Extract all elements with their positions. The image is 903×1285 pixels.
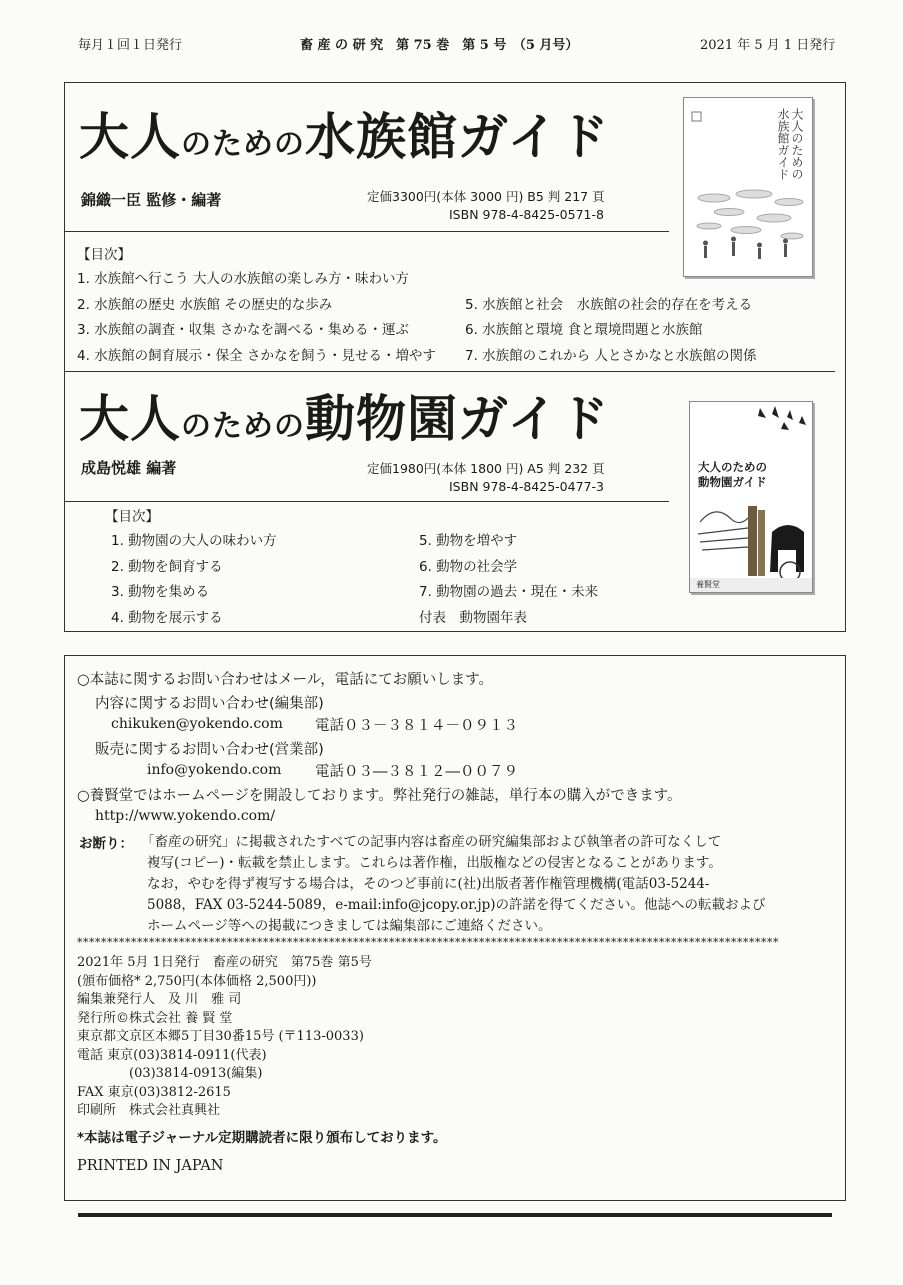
header-center: 畜 産 の 研 究 第 75 巻 第 5 号 （5 月号） [300, 38, 579, 53]
book2-author: 成島悦雄 編著 [81, 459, 177, 477]
toc-item: 2. 動物を飼育する [111, 558, 223, 575]
book2-title [79, 379, 610, 451]
pub-line: 印刷所 株式会社真興社 [77, 1103, 221, 1118]
publication-info [77, 954, 372, 1121]
toc-item: 7. 水族館のこれから 人とさかなと水族館の関係 [465, 347, 757, 364]
sales-tel: 電話０３―３８１２―００７９ [315, 764, 518, 780]
toc-item: 1. 動物園の大人の味わい方 [111, 533, 277, 549]
book1-isbn: ISBN 978-4-8425-0571-8 [449, 207, 604, 222]
book2-price: 定価1980円(本体 1800 円) A5 判 232 頁 [367, 461, 605, 476]
toc-item: 付表 動物園年表 [419, 609, 527, 626]
toc-item: 5. 水族館と社会 水族館の社会的存在を考える [465, 296, 753, 313]
book1-toc-right [465, 293, 756, 370]
sales-email: info@yokendo.com [147, 762, 282, 778]
toc-item: 1. 水族館へ行こう 大人の水族館の楽しみ方・味わい方 [77, 271, 409, 287]
book2-cover-image [689, 401, 813, 593]
footer-rule [78, 1213, 832, 1217]
toc-item: 4. 水族館の飼育展示・保全 さかなを飼う・見せる・増やす [77, 347, 436, 364]
book2-toc-heading: 【目次】 [105, 509, 159, 525]
edit-tel: 電話０３－３８１４－０９１３ [315, 718, 518, 734]
edit-email: chikuken@yokendo.com [111, 716, 283, 732]
pub-line: FAX 東京(03)3812-2615 [77, 1084, 231, 1100]
subscriber-note: *本誌は電子ジャーナル定期購読者に限り頒布しております。 [77, 1130, 447, 1146]
book2-title-c: 動物園ガイド [305, 390, 610, 448]
notice-line: 5088，FAX 03-5244-5089，e-mail:info@jcopy.or.jp)の許諾を得てください。他誌への転載および [147, 897, 766, 913]
notice-line: なお，やむを得ず複写する場合は，そのつど事前に(社)出版者著作権管理機構(電話03-5244- [147, 876, 710, 892]
edit-contact-label: 内容に関するお問い合わせ(編集部) [95, 696, 324, 712]
cover-line2: 動物園ガイド [698, 475, 767, 489]
book2-divider [65, 501, 669, 502]
pub-line: 2021年 5月 1日発行 畜産の研究 第75巻 第5号 [77, 955, 372, 970]
toc-item: 4. 動物を展示する [111, 609, 223, 626]
book2-cover-publisher: 養賢堂 [696, 580, 720, 589]
book1-title [79, 97, 610, 169]
book1-toc-heading: 【目次】 [77, 247, 131, 263]
book1-title-a: 大人 [79, 108, 181, 166]
notice-line: ホームページ等への掲載につきましては編集部にご連絡ください。 [147, 918, 552, 934]
pub-line: 東京都文京区本郷5丁目30番15号 (〒113-0033) [77, 1029, 364, 1044]
book2-title-b: のための [181, 409, 305, 444]
cover-line1: 大人のための [698, 460, 767, 474]
book2-isbn: ISBN 978-4-8425-0477-3 [449, 479, 604, 494]
book1-divider [65, 231, 669, 232]
pub-line: 電話 東京(03)3814-0911(代表) [77, 1047, 267, 1063]
book1-title-b: のための [181, 127, 305, 162]
book1-price: 定価3300円(本体 3000 円) B5 判 217 頁 [367, 189, 605, 204]
book1-cover-image [683, 97, 813, 277]
toc-item: 2. 水族館の歴史 水族館 その歴史的な歩み [77, 296, 333, 313]
book1-toc-left [77, 267, 436, 369]
printed-in-japan: PRINTED IN JAPAN [77, 1158, 224, 1174]
star-separator: ********************************************************************************************************************* [77, 936, 779, 949]
pub-line: 編集兼発行人 及 川 雅 司 [77, 992, 242, 1007]
notice-line: 複写(コピー)・転載を禁止します。これらは著作権，出版権などの侵害となることがあります。 [147, 855, 722, 871]
homepage-line: ○養賢堂ではホームページを開設しております。弊社発行の雑誌，単行本の購入ができます。 [77, 788, 682, 804]
pub-line: (03)3814-0913(編集) [77, 1066, 263, 1081]
book2-cover-title [698, 460, 767, 490]
book2-title-a: 大人 [79, 390, 181, 448]
pub-line: 発行所©株式会社 養 賢 堂 [77, 1010, 233, 1026]
colophon-box [64, 655, 846, 1201]
book2-toc-right [419, 529, 598, 631]
toc-item: 6. 水族館と環境 食と環境問題と水族館 [465, 322, 703, 338]
notice-label: お断り： [79, 836, 133, 852]
book-ads-box [64, 82, 846, 632]
animals-illustration [690, 402, 812, 592]
toc-item: 5. 動物を増やす [419, 533, 518, 549]
book1-title-c: 水族館ガイド [305, 108, 610, 166]
contact-intro: ○本誌に関するお問い合わせはメール，電話にてお願いします。 [77, 672, 494, 688]
toc-item: 7. 動物園の過去・現在・未来 [419, 584, 599, 600]
notice-line: 「畜産の研究」に掲載されたすべての記事内容は畜産の研究編集部および執筆者の許可なくして [141, 834, 722, 850]
book1-author: 錦織一臣 監修・編著 [81, 191, 222, 209]
toc-item: 3. 動物を集める [111, 584, 210, 600]
header-right: 2021 年 5 月 1 日発行 [700, 38, 836, 53]
homepage-link[interactable]: http://www.yokendo.com/ [95, 808, 276, 824]
book1-cover-title: 大人のための水族館ガイド [776, 108, 804, 180]
pub-line: (頒布価格* 2,750円(本体価格 2,500円)) [77, 973, 317, 989]
book2-toc-left [111, 529, 277, 631]
toc-item: 3. 水族館の調査・収集 さかなを調べる・集める・運ぶ [77, 322, 409, 338]
notice-text [141, 832, 766, 937]
books-divider [65, 371, 835, 372]
sales-contact-label: 販売に関するお問い合わせ(営業部) [95, 742, 324, 758]
header-left: 毎月１回１日発行 [78, 38, 183, 53]
toc-item: 6. 動物の社会学 [419, 558, 518, 575]
